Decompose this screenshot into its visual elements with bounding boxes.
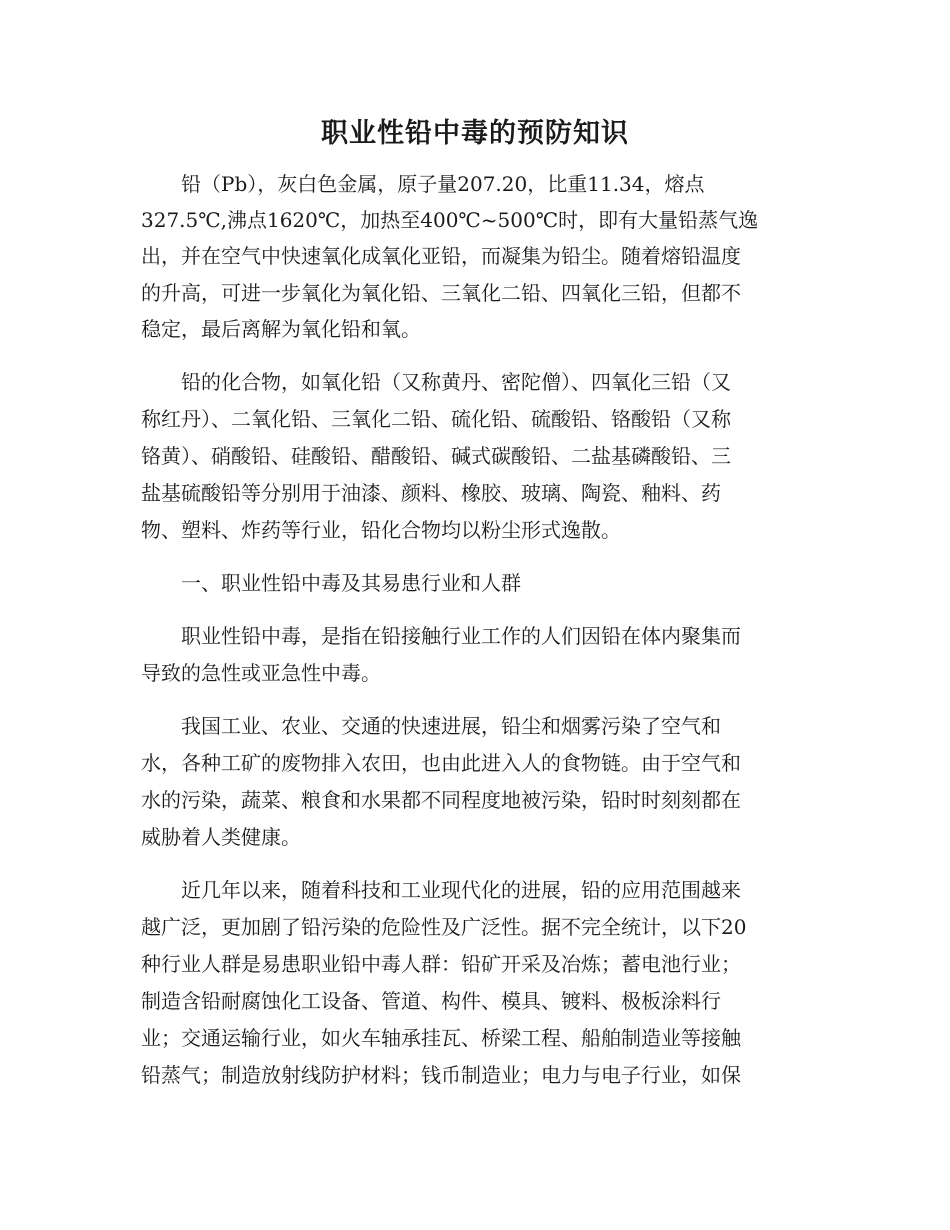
paragraph-5-line-3: 种行业人群是易患职业铅中毒人群：铅矿开采及冶炼；蓄电池行业； — [141, 952, 741, 976]
paragraph-5-line-4: 制造含铅耐腐蚀化工设备、管道、构件、模具、镀料、极板涂料行 — [141, 989, 721, 1013]
paragraph-2-line-1: 铅的化合物，如氧化铅（又称黄丹、密陀僧）、四氧化三铅（又 — [141, 370, 731, 394]
paragraph-2-line-4: 盐基硫酸铅等分别用于油漆、颜料、橡胶、玻璃、陶瓷、釉料、药 — [141, 481, 721, 505]
paragraph-1-line-4: 的升高，可进一步氧化为氧化铅、三氧化二铅、四氧化三铅，但都不 — [141, 281, 741, 305]
paragraph-5-line-5: 业；交通运输行业，如火车轴承挂瓦、桥梁工程、船舶制造业等接触 — [141, 1026, 741, 1050]
paragraph-1-line-5: 稳定，最后离解为氧化铅和氧。 — [141, 317, 421, 341]
paragraph-1-line-3: 出，并在空气中快速氧化成氧化亚铅，而凝集为铅尘。随着熔铅温度 — [141, 244, 741, 268]
paragraph-2-line-5: 物、塑料、炸药等行业，铅化合物均以粉尘形式逸散。 — [141, 518, 621, 542]
paragraph-4-line-3: 水的污染，蔬菜、粮食和水果都不同程度地被污染，铅时时刻刻都在 — [141, 788, 741, 812]
section-heading: 一、职业性铅中毒及其易患行业和人群 — [141, 571, 521, 595]
paragraph-4-line-1: 我国工业、农业、交通的快速进展，铅尘和烟雾污染了空气和 — [141, 714, 721, 738]
paragraph-5-line-6: 铅蒸气；制造放射线防护材料；钱币制造业；电力与电子行业，如保 — [141, 1063, 741, 1087]
paragraph-3-line-1: 职业性铅中毒，是指在铅接触行业工作的人们因铅在体内聚集而 — [141, 624, 741, 648]
paragraph-4-line-2: 水，各种工矿的废物排入农田，也由此进入人的食物链。由于空气和 — [141, 751, 741, 775]
paragraph-4-line-4: 威胁着人类健康。 — [141, 825, 301, 849]
paragraph-5-line-1: 近几年以来，随着科技和工业现代化的进展，铅的应用范围越来 — [141, 878, 741, 902]
paragraph-1-line-2: 327.5℃,沸点1620℃，加热至400℃~500℃时，即有大量铅蒸气逸 — [141, 208, 759, 232]
paragraph-3-line-2: 导致的急性或亚急性中毒。 — [141, 661, 381, 685]
paragraph-2-line-2: 称红丹）、二氧化铅、三氧化二铅、硫化铅、硫酸铅、铬酸铅（又称 — [141, 407, 731, 431]
paragraph-1-line-1: 铅（Pb），灰白色金属，原子量207.20，比重11.34，熔点 — [141, 172, 705, 196]
paragraph-5-line-2: 越广泛，更加剧了铅污染的危险性及广泛性。据不完全统计，以下20 — [141, 915, 747, 939]
paragraph-2-line-3: 铬黄）、硝酸铅、硅酸铅、醋酸铅、碱式碳酸铅、二盐基磷酸铅、三 — [141, 444, 731, 468]
document-title: 职业性铅中毒的预防知识 — [321, 118, 629, 149]
